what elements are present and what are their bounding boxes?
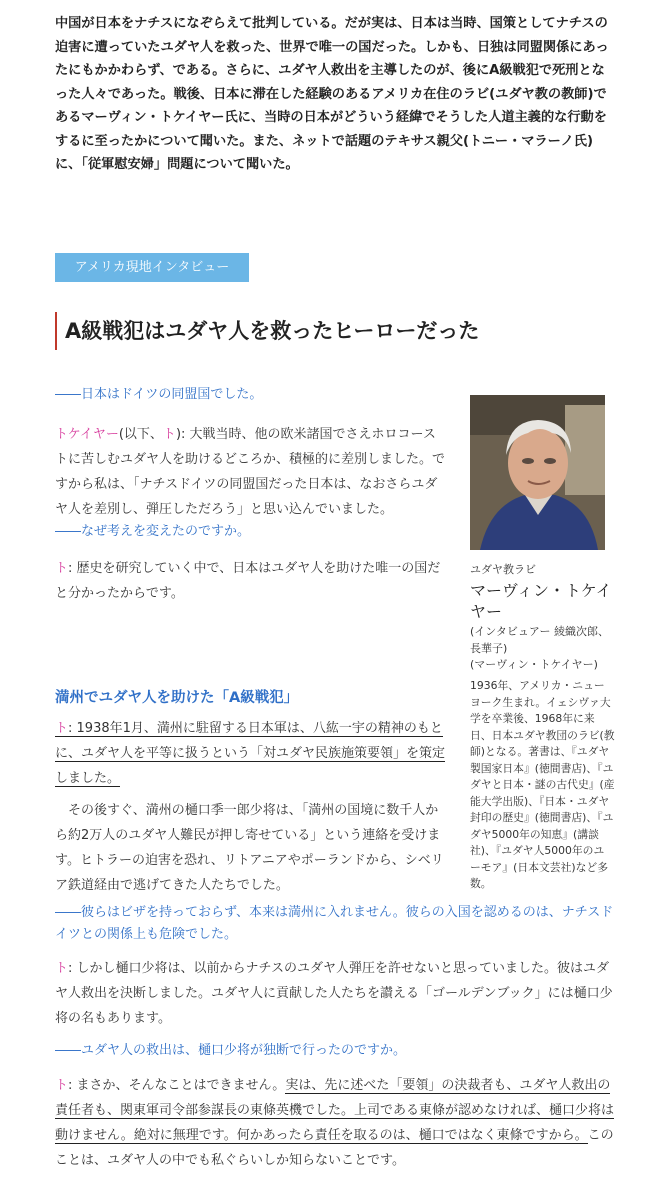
- question-3: ――彼らはビザを持っておらず、本来は満州に入れません。彼らの入国を認めるのは、ナチスドイツとの関係上も危険でした。: [55, 905, 614, 942]
- sidebar-name-paren: (マーヴィン・トケイヤー): [470, 658, 598, 671]
- speaker-abbr: ト: [55, 961, 69, 976]
- answer-1: [55, 422, 445, 522]
- speaker-abbr: ト: [55, 721, 69, 736]
- answer-2-text: : 歴史を研究していく中で、日本はユダヤ人を助けた唯一の国だと分かったからです。: [55, 561, 441, 601]
- answer-3-text: : 1938年1月、満州に駐留する日本軍は、八紘一宇の精神のもとに、ユダヤ人を平等に扱うという「対ユダヤ民族施策要領」を策定しました。: [55, 721, 446, 786]
- answer-5-text: : しかし樋口少将は、以前からナチスのユダヤ人弾圧を許せないと思っていました。彼はユダヤ人救出を決断しました。ユダヤ人に貢献した人たちを讃える「ゴールデンブック」には樋口少将の名もあります。: [55, 961, 613, 1026]
- intro-paragraph: [55, 12, 615, 177]
- answer-2: [55, 556, 445, 606]
- sidebar-name: マーヴィン・トケイヤー: [470, 581, 612, 621]
- portrait-illustration: [470, 395, 605, 550]
- interviewee-photo: [470, 395, 605, 550]
- question-2: ――なぜ考えを変えたのですか。: [55, 524, 251, 539]
- answer-6-post: このことは、ユダヤ人の中でも私ぐらいしか知らないことです。: [55, 1128, 614, 1168]
- speaker-abbr: ト: [162, 427, 176, 442]
- answer-1-text: ): 大戦当時、他の欧米諸国でさえホロコーストに苦しむユダヤ人を助けるどころか、積極的に差別しました。ですから私は、「ナチスドイツの同盟国だった日本は、なおさらユダヤ人を差別し、弾圧しただろう」と思い込んでいました。: [55, 427, 446, 517]
- answer-3: [55, 716, 445, 791]
- question-1: ――日本はドイツの同盟国でした。: [55, 387, 263, 402]
- speaker-abbr: ト: [55, 561, 69, 576]
- question-4: ――ユダヤ人の救出は、樋口少将が独断で行ったのですか。: [55, 1043, 407, 1058]
- speaker-name: トケイヤー: [55, 427, 119, 442]
- answer-4-text: その後すぐ、満州の樋口季一郎少将は、「満州の国境に数千人から約2万人のユダヤ人難民が押し寄せている」という連絡を受けます。ヒトラーの迫害を恐れ、リトアニアやポーランドから、シベリア鉄道経由で逃げてきた人たちでした。: [55, 803, 444, 893]
- sidebar-interviewer: (インタビュアー 綾織次郎、長華子): [470, 625, 610, 655]
- intro-text: 中国が日本をナチスになぞらえて批判している。だが実は、日本は当時、国策としてナチスの迫害に遭っていたユダヤ人を救った、世界で唯一の国だった。しかも、日独は同盟関係にあったにもかかわらず、である。さらに、ユダヤ人救出を主導したのが、後にA級戦犯で死刑となった人々であった。戦後、日本に滞在した経験のあるアメリカ在住のラビ(ユダヤ教の教師)であるマーヴィン・トケイヤー氏に、当時の日本がどういう経緯でそうした人道主義的な行動をするに至ったかについて聞いた。また、ネットで話題のテキサス親父(トニー・マラーノ氏)に、「従軍慰安婦」問題について聞いた。: [55, 16, 609, 172]
- sidebar-role: ユダヤ教ラビ: [470, 563, 536, 576]
- article-heading: A級戦犯はユダヤ人を救ったヒーローだった: [55, 312, 479, 350]
- section-subheading: 満州でユダヤ人を助けた「A級戦犯」: [55, 690, 299, 706]
- answer-4: [55, 798, 445, 898]
- answer-6: [55, 1073, 615, 1173]
- speaker-abbr-prefix: (以下、: [118, 427, 163, 442]
- category-tag[interactable]: アメリカ現地インタビュー: [55, 253, 249, 282]
- speaker-abbr: ト: [55, 1078, 69, 1093]
- answer-6-highlight: 実は、先に述べた「要領」の決裁者も、ユダヤ人救出の責任者も、関東軍司令部参謀長の東條英機でした。上司である東條が認めなければ、樋口少将は動けません。絶対に無理です。何かあったら責任を取るのは、樋口ではなく東條ですから。: [55, 1078, 615, 1143]
- sidebar-bio: 1936年、アメリカ・ニューヨーク生まれ。イェシヴァ大学を卒業後、1968年に来日、日本ユダヤ教団のラビ(教師)となる。著書は、『ユダヤ製国家日本』(徳間書店)、『ユダヤと日本・謎の古代史』(産能大学出版)、『日本・ユダヤ封印の歴史』(徳間書店)、『ユダヤ5000年の知恵』(講談社)、『ユダヤ人5000年のユーモア』(日本文芸社)など多数。: [470, 679, 615, 890]
- answer-6-pre: : まさか、そんなことはできません。: [68, 1078, 286, 1093]
- answer-5: [55, 956, 615, 1031]
